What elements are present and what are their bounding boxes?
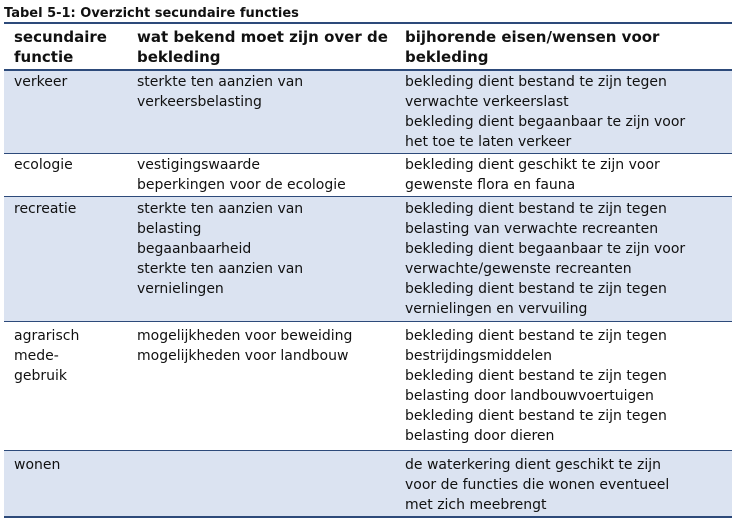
cell-functie: agrarisch mede- gebruik: [14, 328, 80, 384]
cell-bekend: mogelijkheden voor beweiding mogelijkheden voor landbouw: [137, 328, 353, 364]
cell-functie: verkeer: [4, 70, 127, 154]
table-row: [4, 154, 732, 197]
cell-eisen: bekleding dient bestand te zijn tegen belasting van verwachte recreanten bekleding dient begaanbaar te zijn voor verwachte/gewenste recreanten bekleding dient bestand te zijn tegen vernielingen en vervuiling: [395, 197, 732, 322]
header-eisen-wensen: bijhorende eisen/wensen voor bekleding: [405, 28, 660, 66]
table-header-row: [4, 23, 732, 70]
header-wat-bekend: wat bekend moet zijn over de bekleding: [137, 28, 388, 66]
cell-bekend: vestigingswaarde beperkingen voor de ecologie: [137, 157, 346, 193]
secondary-functions-table: [4, 22, 732, 518]
cell-bekend: [127, 451, 395, 518]
cell-eisen: bekleding dient bestand te zijn tegen verwachte verkeerslast bekleding dient begaanbaar te zijn voor het toe te laten verkeer: [395, 70, 732, 154]
cell-bekend: sterkte ten aanzien van belasting begaanbaarheid sterkte ten aanzien van vernielingen: [127, 197, 395, 322]
table-row: [4, 70, 732, 154]
table-row: [4, 322, 732, 451]
header-secundaire-functie: secundaire functie: [14, 28, 107, 66]
cell-functie: ecologie: [14, 157, 73, 173]
table-row: [4, 451, 732, 518]
cell-eisen: bekleding dient geschikt te zijn voor gewenste flora en fauna: [405, 157, 660, 193]
table-caption: Tabel 5-1: Overzicht secundaire functies: [4, 6, 299, 21]
table-row: [4, 197, 732, 322]
cell-functie: recreatie: [4, 197, 127, 322]
cell-eisen: bekleding dient bestand te zijn tegen bestrijdingsmiddelen bekleding dient bestand te zijn tegen belasting door landbouwvoertuigen bekleding dient bestand te zijn tegen belasting door dieren: [405, 328, 667, 444]
cell-bekend: sterkte ten aanzien van verkeersbelasting: [127, 70, 395, 154]
cell-eisen: de waterkering dient geschikt te zijn voor de functies die wonen eventueel met zich meebrengt: [395, 451, 732, 518]
cell-functie: wonen: [4, 451, 127, 518]
